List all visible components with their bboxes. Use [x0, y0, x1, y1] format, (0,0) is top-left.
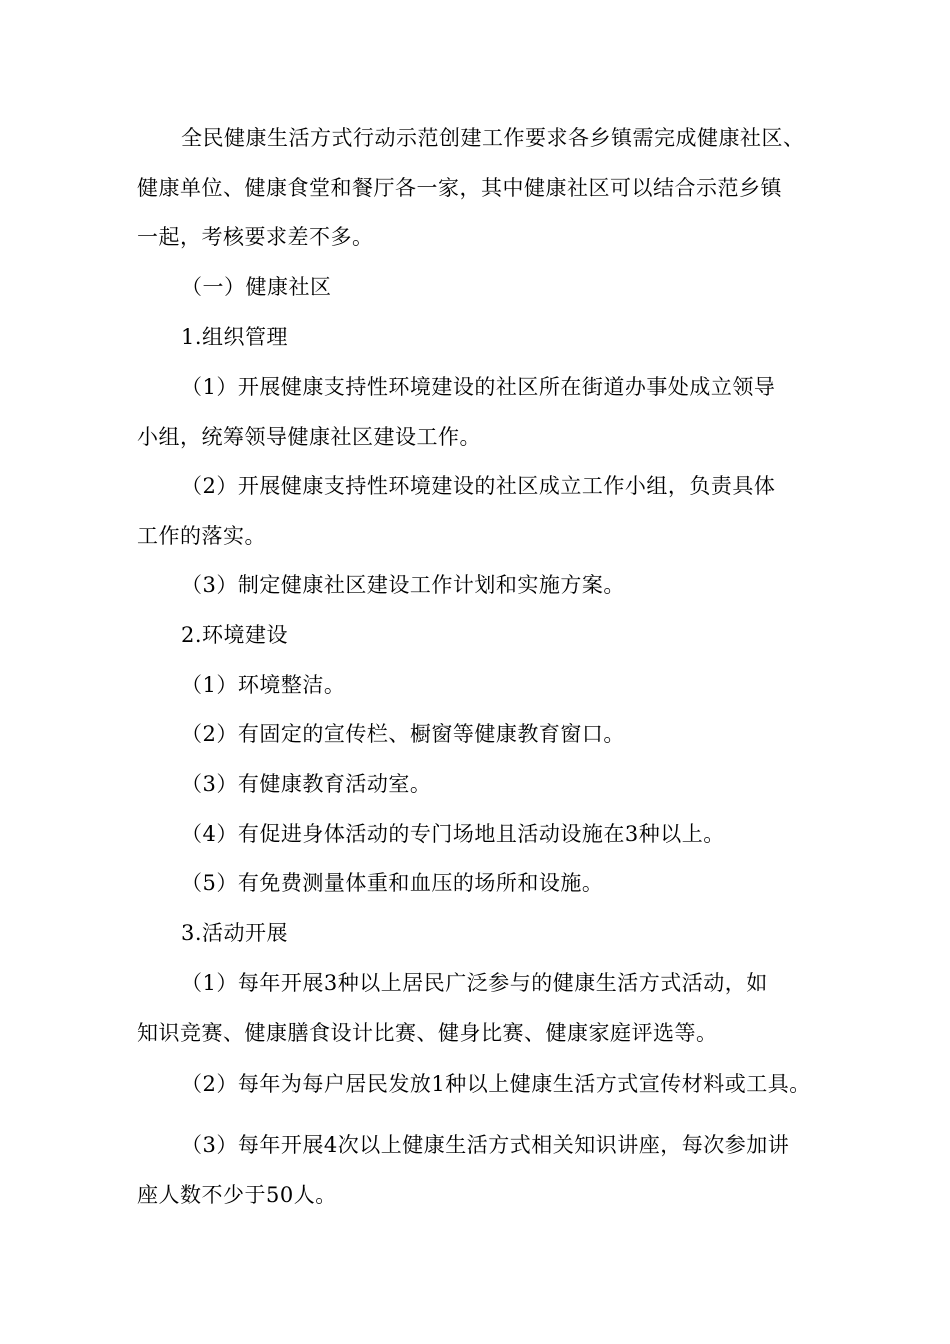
- text-line: 全民健康生活方式行动示范创建工作要求各乡镇需完成健康社区、: [181, 126, 805, 150]
- text-line: （3）每年开展4次以上健康生活方式相关知识讲座，每次参加讲: [181, 1133, 790, 1157]
- section-heading-community: （一）健康社区: [181, 275, 332, 299]
- list-item: （2）每年为每户居民发放1种以上健康生活方式宣传材料或工具。: [181, 1072, 811, 1096]
- text-line: （1）每年开展3种以上居民广泛参与的健康生活方式活动，如: [181, 971, 768, 995]
- list-item: [137, 959, 837, 1058]
- list-item: （3）制定健康社区建设工作计划和实施方案。: [181, 573, 625, 597]
- text-line: 一起，考核要求差不多。: [137, 225, 374, 249]
- text-line: 健康单位、健康食堂和餐厅各一家，其中健康社区可以结合示范乡镇: [137, 175, 782, 200]
- intro-paragraph: [137, 114, 837, 263]
- text-line: 小组，统筹领导健康社区建设工作。: [137, 424, 481, 449]
- text-line: （2）开展健康支持性环境建设的社区成立工作小组，负责具体: [181, 474, 776, 498]
- subheading-activities: 3.活动开展: [181, 921, 289, 945]
- text-line: 知识竞赛、健康膳食设计比赛、健身比赛、健康家庭评选等。: [137, 1020, 718, 1045]
- text-line: 工作的落实。: [137, 523, 266, 548]
- list-item: [137, 363, 837, 462]
- subheading-organization: 1.组织管理: [181, 325, 289, 349]
- list-item: [137, 1121, 837, 1220]
- text-line: 座人数不少于50人。: [137, 1182, 337, 1207]
- list-item: （2）有固定的宣传栏、橱窗等健康教育窗口。: [181, 722, 625, 746]
- list-item: [137, 462, 837, 561]
- list-item: （3）有健康教育活动室。: [181, 772, 432, 796]
- subheading-environment: 2.环境建设: [181, 623, 289, 647]
- list-item: （5）有免费测量体重和血压的场所和设施。: [181, 871, 604, 895]
- list-item: （1）环境整洁。: [181, 673, 346, 697]
- text-line: （1）开展健康支持性环境建设的社区所在街道办事处成立领导: [181, 375, 776, 399]
- list-item: （4）有促进身体活动的专门场地且活动设施在3种以上。: [181, 822, 725, 846]
